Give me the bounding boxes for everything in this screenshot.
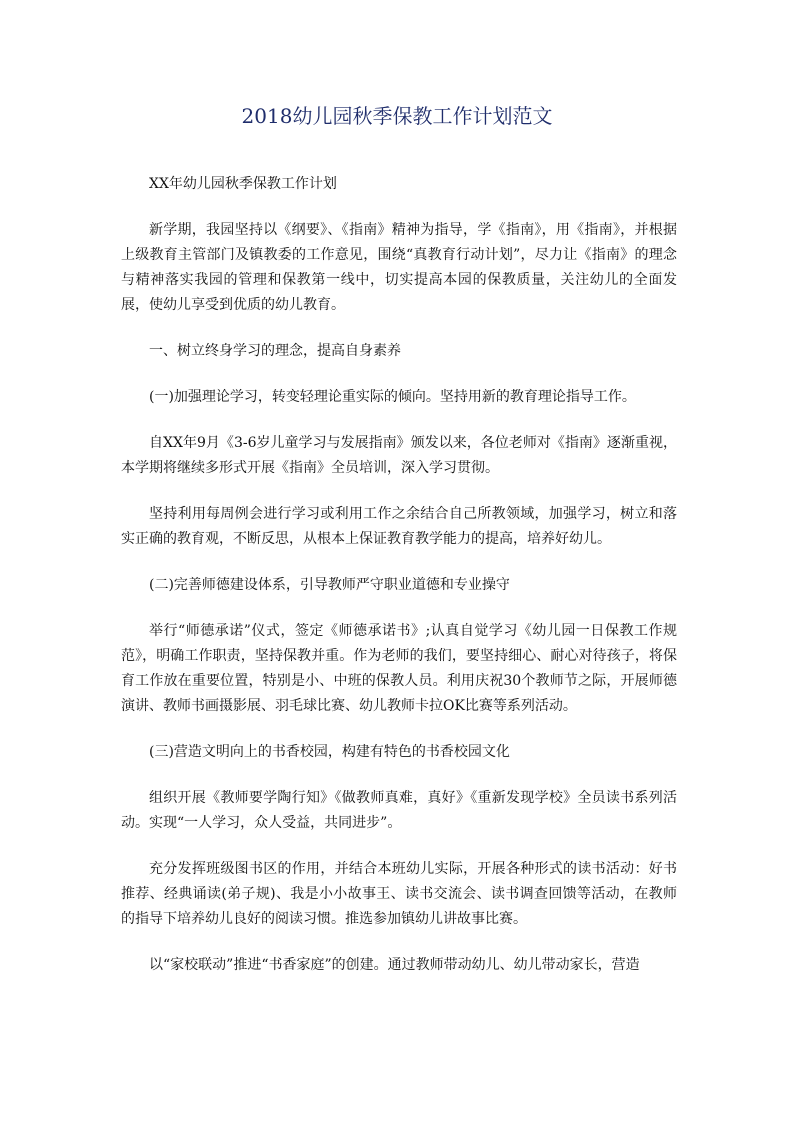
subsection-heading-1: (一)加强理论学习，转变轻理论重实际的倾向。坚持用新的教育理论指导工作。 [149,389,636,405]
document-title: 2018幼儿园秋季保教工作计划范文 [241,104,553,128]
body-paragraph: 坚持利用每周例会进行学习或利用工作之余结合自己所教领域，加强学习，树立和落实正确的教育观，不断反思，从根本上保证教育教学能力的提高，培养好幼儿。 [121,506,677,547]
document-body [121,172,677,999]
subtitle-paragraph: XX年幼儿园秋季保教工作计划 [149,176,337,192]
body-paragraph: 自XX年9月《3-6岁儿童学习与发展指南》颁发以来，各位老师对《指南》逐渐重视，本学期将继续多形式开展《指南》全员培训，深入学习贯彻。 [121,435,677,476]
body-paragraph: 充分发挥班级图书区的作用，并结合本班幼儿实际，开展各种形式的读书活动：好书推荐、经典诵读(弟子规)、我是小小故事王、读书交流会、读书调查回馈等活动，在教师的指导下培养幼儿良好的阅读习惯。推选参加镇幼儿讲故事比赛。 [121,861,677,927]
section-heading-1: 一、树立终身学习的理念，提高自身素养 [149,343,401,359]
body-paragraph: 举行“师德承诺”仪式，签定《师德承诺书》;认真自觉学习《幼儿园一日保教工作规范》，明确工作职责，坚持保教并重。作为老师的我们，要坚持细心、耐心对待孩子，将保育工作放在重要位置，特别是小、中班的保教人员。利用庆祝30个教师节之际，开展师德演讲、教师书画摄影展、羽毛球比赛、幼儿教师卡拉OK比赛等系列活动。 [121,623,677,714]
intro-paragraph: 新学期，我园坚持以《纲要》、《指南》精神为指导，学《指南》，用《指南》，并根据上级教育主管部门及镇教委的工作意见，围绕“真教育行动计划”，尽力让《指南》的理念与精神落实我园的管理和保教第一线中，切实提高本园的保教质量，关注幼儿的全面发展，使幼儿享受到优质的幼儿教育。 [121,222,677,313]
body-paragraph: 以“家校联动”推进“书香家庭”的创建。通过教师带动幼儿、幼儿带动家长，营造 [149,957,640,973]
body-paragraph: 组织开展《教师要学陶行知》《做教师真难，真好》《重新发现学校》全员读书系列活动。实现“一人学习，众人受益，共同进步”。 [121,790,677,831]
subsection-heading-2: (二)完善师德建设体系，引导教师严守职业道德和专业操守 [149,577,510,593]
subsection-heading-3: (三)营造文明向上的书香校园，构建有特色的书香校园文化 [149,744,510,760]
